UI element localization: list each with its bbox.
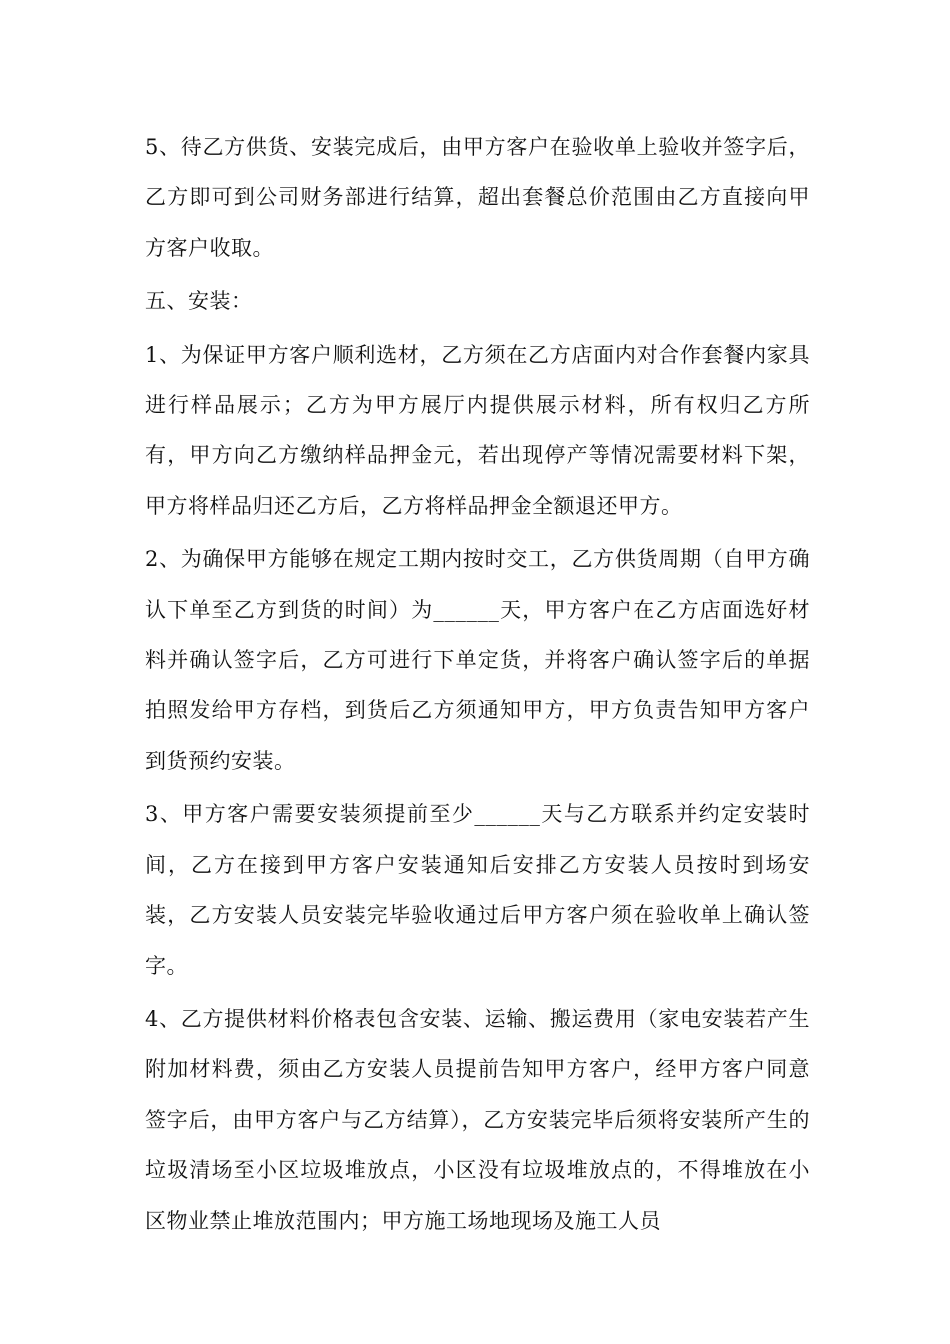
paragraph-sample-display: 1、为保证甲方客户顺利选材，乙方须在乙方店面内对合作套餐内家具进行样品展示；乙方为甲方展厅内提供展示材料，所有权归乙方所有，甲方向乙方缴纳样品押金元，若出现停产等情况需要材料下架，甲方将样品归还乙方后，乙方将样品押金全额退还甲方。 <box>145 342 810 518</box>
section-heading-installation: 五、安装： <box>145 289 253 314</box>
paragraph-installation-notice: 3、甲方客户需要安装须提前至少______天与乙方联系并约定安装时间，乙方在接到甲方客户安装通知后安排乙方安装人员按时到场安装，乙方安装人员安装完毕验收通过后甲方客户须在验收单上确认签字。 <box>145 802 810 978</box>
paragraph-settlement: 5、待乙方供货、安装完成后，由甲方客户在验收单上验收并签字后，乙方即可到公司财务部进行结算，超出套餐总价范围由乙方直接向甲方客户收取。 <box>145 135 810 260</box>
paragraph-installation-fees: 4、乙方提供材料价格表包含安装、运输、搬运费用（家电安装若产生附加材料费，须由乙方安装人员提前告知甲方客户，经甲方客户同意签字后，由甲方客户与乙方结算），乙方安装完毕后须将安装所产生的垃圾清场至小区垃圾堆放点，小区没有垃圾堆放点的，不得堆放在小区物业禁止堆放范围内；甲方施工场地现场及施工人员 <box>145 1006 810 1233</box>
paragraph-supply-period: 2、为确保甲方能够在规定工期内按时交工，乙方供货周期（自甲方确认下单至乙方到货的时间）为______天，甲方客户在乙方店面选好材料并确认签字后，乙方可进行下单定货，并将客户确认签字后的单据拍照发给甲方存档，到货后乙方须通知甲方，甲方负责告知甲方客户到货预约安装。 <box>145 547 810 773</box>
